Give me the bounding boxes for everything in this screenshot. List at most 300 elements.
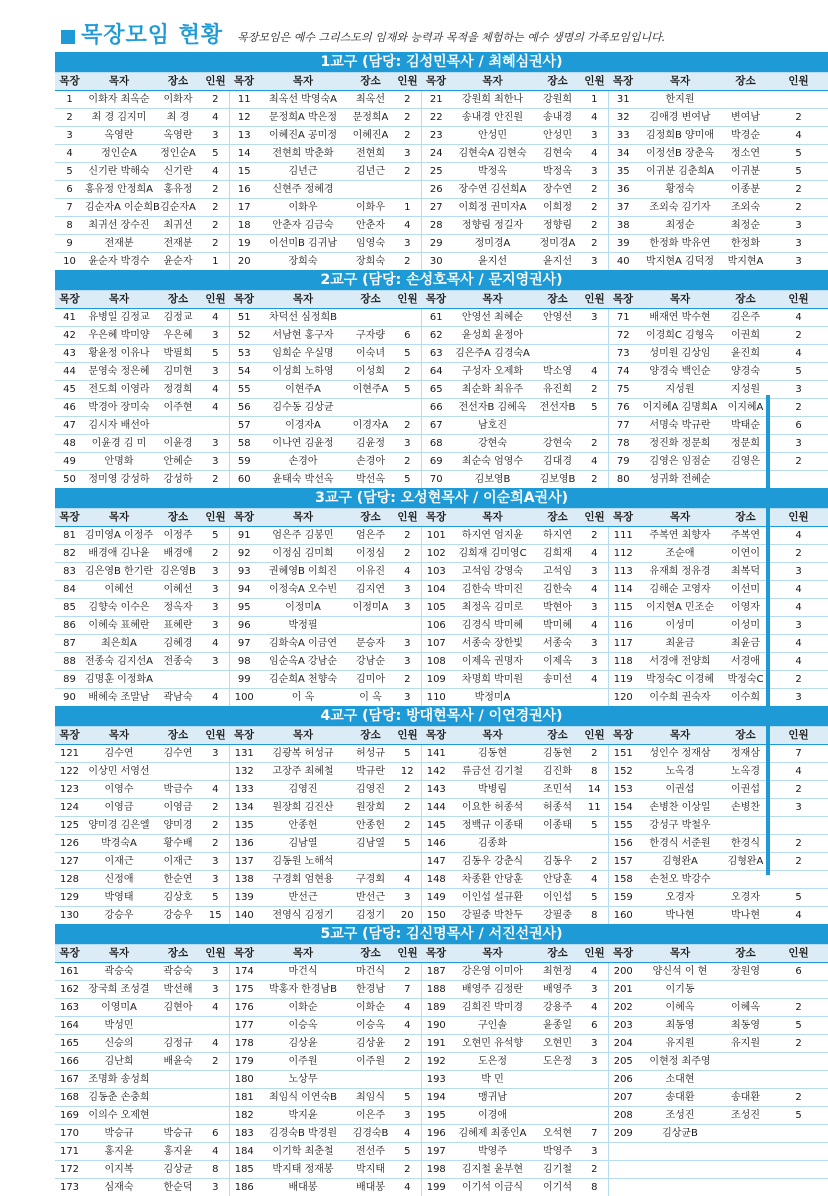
group-number: 25 xyxy=(421,163,451,181)
meeting-place: 김보영B xyxy=(534,471,581,489)
group-number: 169 xyxy=(55,1107,84,1125)
meeting-place: 이혜옥 xyxy=(722,999,769,1017)
member-count: 4 xyxy=(581,581,608,599)
leader-name: 이정선B 장춘옥 xyxy=(638,145,722,163)
member-count: 3 xyxy=(581,635,608,653)
group-number: 10 xyxy=(55,253,84,271)
meeting-place xyxy=(722,981,769,999)
member-count: 4 xyxy=(581,145,608,163)
member-count: 6 xyxy=(394,327,421,345)
leader-name: 전현희 박춘화 xyxy=(259,145,347,163)
meeting-place: 김영은 xyxy=(722,453,769,471)
column-header: 목장 xyxy=(55,945,84,963)
meeting-place: 반선근 xyxy=(347,889,394,907)
district-title: 4교구 (담당: 방대현목사 / 이연경권사) xyxy=(55,706,828,727)
column-header: 목장 xyxy=(55,291,84,309)
member-count: 3 xyxy=(394,689,421,707)
leader-name: 유병일 김정교 xyxy=(84,309,154,327)
meeting-place: 김상호 xyxy=(154,889,202,907)
meeting-place: 한경남 xyxy=(347,981,394,999)
meeting-place: 이 옥 xyxy=(347,689,394,707)
leader-name: 최순숙 엄영수 xyxy=(451,453,534,471)
leader-name: 이인섭 설규환 xyxy=(451,889,534,907)
group-number: 88 xyxy=(55,653,84,671)
leader-name: 최옥선 박영숙A xyxy=(259,91,347,109)
leader-name: 김남열 xyxy=(259,835,347,853)
leader-name: 박병림 xyxy=(451,781,534,799)
member-count: 2 xyxy=(202,1053,229,1071)
member-count: 5 xyxy=(769,145,828,163)
group-number: 191 xyxy=(421,1035,451,1053)
group-number: 71 xyxy=(608,309,638,327)
group-number: 132 xyxy=(229,763,259,781)
column-header: 인원 xyxy=(769,73,828,91)
member-count: 3 xyxy=(581,127,608,145)
member-count: 4 xyxy=(581,617,608,635)
leader-name: 노옥경 xyxy=(638,763,722,781)
group-number: 65 xyxy=(421,381,451,399)
member-count: 3 xyxy=(202,363,229,381)
leader-name: 박정필 xyxy=(259,617,347,635)
leader-name: 김희진 박미경 xyxy=(451,999,534,1017)
meeting-place: 홍유정 xyxy=(154,181,202,199)
group-number: 24 xyxy=(421,145,451,163)
member-count: 3 xyxy=(769,217,828,235)
member-count: 5 xyxy=(394,1089,421,1107)
leader-name: 박정옥 xyxy=(451,163,534,181)
group-number: 29 xyxy=(421,235,451,253)
leader-name: 최정순 xyxy=(638,217,722,235)
group-number: 129 xyxy=(55,889,84,907)
column-header: 장소 xyxy=(154,509,202,527)
leader-name: 황정숙 xyxy=(638,181,722,199)
meeting-place: 전종숙 xyxy=(154,653,202,671)
group-number: 84 xyxy=(55,581,84,599)
member-count: 4 xyxy=(769,309,828,327)
leader-name: 김현숙A 김현숙 xyxy=(451,145,534,163)
column-header-row xyxy=(55,73,828,91)
group-number: 6 xyxy=(55,181,84,199)
table-row xyxy=(55,871,828,889)
meeting-place: 이승옥 xyxy=(347,1017,394,1035)
table-row xyxy=(55,1017,828,1035)
meeting-place xyxy=(722,1143,769,1161)
meeting-place xyxy=(722,91,769,109)
meeting-place: 변여남 xyxy=(722,109,769,127)
table-row xyxy=(55,363,828,381)
leader-name: 김미영A 이정주 xyxy=(84,527,154,545)
leader-name: 신정애 xyxy=(84,871,154,889)
leader-name: 이영금 xyxy=(84,799,154,817)
column-header: 목장 xyxy=(608,73,638,91)
group-number: 156 xyxy=(608,835,638,853)
meeting-place: 강남순 xyxy=(347,653,394,671)
leader-name: 전선자B 김혜옥 xyxy=(451,399,534,417)
group-number: 55 xyxy=(229,381,259,399)
leader-name: 김희재 김미영C xyxy=(451,545,534,563)
leader-name: 이 옥 xyxy=(259,689,347,707)
district-title: 3교구 (담당: 오성현목사 / 이순희A권사) xyxy=(55,488,828,509)
table-row xyxy=(55,345,828,363)
group-number: 32 xyxy=(608,109,638,127)
column-header: 목자 xyxy=(451,727,534,745)
group-number: 198 xyxy=(421,1161,451,1179)
group-number: 195 xyxy=(421,1107,451,1125)
leader-name: 배경애 김나윤 xyxy=(84,545,154,563)
leader-name: 김상윤 xyxy=(259,1035,347,1053)
table-row xyxy=(55,1089,828,1107)
member-count: 2 xyxy=(394,527,421,545)
meeting-place: 전선자B xyxy=(534,399,581,417)
member-count: 3 xyxy=(202,563,229,581)
member-count: 2 xyxy=(769,545,828,563)
group-number: 183 xyxy=(229,1125,259,1143)
table-row xyxy=(55,471,828,489)
table-row xyxy=(55,453,828,471)
leader-name: 이권섭 xyxy=(638,781,722,799)
member-count xyxy=(769,1053,828,1071)
group-number: 193 xyxy=(421,1071,451,1089)
group-number: 50 xyxy=(55,471,84,489)
table-row xyxy=(55,635,828,653)
leader-name: 성미원 김상임 xyxy=(638,345,722,363)
meeting-place: 김은영B xyxy=(154,563,202,581)
column-header: 장소 xyxy=(347,291,394,309)
column-header: 목자 xyxy=(451,509,534,527)
district-title: 5교구 (담당: 김신명목사 / 서진선권사) xyxy=(55,924,828,945)
member-count: 4 xyxy=(394,1179,421,1196)
table-row xyxy=(55,217,828,235)
member-count xyxy=(394,181,421,199)
member-count xyxy=(769,1143,828,1161)
group-number: 90 xyxy=(55,689,84,707)
group-number: 162 xyxy=(55,981,84,999)
table-row xyxy=(55,907,828,925)
member-count: 14 xyxy=(581,781,608,799)
column-header: 인원 xyxy=(769,945,828,963)
leader-name: 김애경 변여남 xyxy=(638,109,722,127)
leader-name: 권혜영B 이희진 xyxy=(259,563,347,581)
member-count: 1 xyxy=(394,199,421,217)
meeting-place: 이재근 xyxy=(154,853,202,871)
member-count: 3 xyxy=(769,435,828,453)
leader-name: 이현주A xyxy=(259,381,347,399)
member-count: 4 xyxy=(769,907,828,925)
group-number: 104 xyxy=(421,581,451,599)
column-header: 목장 xyxy=(229,945,259,963)
group-number: 94 xyxy=(229,581,259,599)
group-number: 82 xyxy=(55,545,84,563)
leader-name: 이성희 노하영 xyxy=(259,363,347,381)
leader-name: 정미경A xyxy=(451,235,534,253)
column-header: 목자 xyxy=(638,509,722,527)
leader-name: 임순옥A 강남순 xyxy=(259,653,347,671)
leader-name: 이요한 허종석 xyxy=(451,799,534,817)
member-count: 2 xyxy=(581,435,608,453)
group-number: 103 xyxy=(421,563,451,581)
meeting-place: 이정미A xyxy=(347,599,394,617)
member-count xyxy=(581,1107,608,1125)
meeting-place: 송내경 xyxy=(534,109,581,127)
group-number: 174 xyxy=(229,963,259,981)
leader-name: 강은영 이미아 xyxy=(451,963,534,981)
meeting-place: 허종석 xyxy=(534,799,581,817)
group-number: 168 xyxy=(55,1089,84,1107)
member-count: 2 xyxy=(202,217,229,235)
member-count: 4 xyxy=(202,999,229,1017)
leader-name: 박승규 xyxy=(84,1125,154,1143)
group-number: 176 xyxy=(229,999,259,1017)
leader-name: 김광복 허성규 xyxy=(259,745,347,763)
leader-name: 주복연 최향자 xyxy=(638,527,722,545)
member-count: 2 xyxy=(581,217,608,235)
meeting-place: 박지현A xyxy=(722,253,769,271)
meeting-place: 김기철 xyxy=(534,1161,581,1179)
group-number: 146 xyxy=(421,835,451,853)
member-count xyxy=(581,1089,608,1107)
meeting-place: 오석현 xyxy=(534,1125,581,1143)
meeting-place xyxy=(722,817,769,835)
meeting-place: 이희정 xyxy=(534,199,581,217)
meeting-place: 김한숙 xyxy=(534,581,581,599)
leader-name: 조성진 xyxy=(638,1107,722,1125)
member-count: 2 xyxy=(769,199,828,217)
meeting-place: 김영진 xyxy=(347,781,394,799)
leader-name: 차종환 안당훈 xyxy=(451,871,534,889)
group-number: 13 xyxy=(229,127,259,145)
column-header: 장소 xyxy=(534,945,581,963)
group-number: 133 xyxy=(229,781,259,799)
meeting-place: 안혜순 xyxy=(154,453,202,471)
leader-name: 한지원 xyxy=(638,91,722,109)
group-number: 20 xyxy=(229,253,259,271)
group-number: 49 xyxy=(55,453,84,471)
member-count: 2 xyxy=(394,453,421,471)
group-number: 205 xyxy=(608,1053,638,1071)
group-number: 135 xyxy=(229,817,259,835)
group-number: 143 xyxy=(421,781,451,799)
group-number: 171 xyxy=(55,1143,84,1161)
group-number: 69 xyxy=(421,453,451,471)
group-number: 158 xyxy=(608,871,638,889)
meeting-place: 김동현 xyxy=(534,745,581,763)
group-number: 159 xyxy=(608,889,638,907)
column-header: 목장 xyxy=(421,727,451,745)
member-count xyxy=(202,763,229,781)
column-header: 인원 xyxy=(394,509,421,527)
meeting-place: 최정순 xyxy=(722,217,769,235)
member-count: 1 xyxy=(202,253,229,271)
leader-name: 고석임 강영숙 xyxy=(451,563,534,581)
member-count xyxy=(769,981,828,999)
meeting-place: 박지태 xyxy=(347,1161,394,1179)
meeting-place: 이현주A xyxy=(347,381,394,399)
meeting-place: 최복덕 xyxy=(722,563,769,581)
district-banner xyxy=(55,706,828,727)
column-header: 인원 xyxy=(581,945,608,963)
group-number: 101 xyxy=(421,527,451,545)
leader-name: 박지현A 김덕정 xyxy=(638,253,722,271)
member-count xyxy=(394,399,421,417)
member-count xyxy=(581,689,608,707)
meeting-place: 마건식 xyxy=(347,963,394,981)
group-number: 62 xyxy=(421,327,451,345)
member-count: 4 xyxy=(394,999,421,1017)
member-count: 4 xyxy=(581,963,608,981)
member-count: 2 xyxy=(769,399,828,417)
member-count: 3 xyxy=(581,1053,608,1071)
leader-name: 한경식 서준원 xyxy=(638,835,722,853)
meeting-place: 노옥경 xyxy=(722,763,769,781)
group-number: 204 xyxy=(608,1035,638,1053)
member-count: 4 xyxy=(769,527,828,545)
meeting-place: 한순덕 xyxy=(154,1179,202,1196)
leader-name: 김난희 xyxy=(84,1053,154,1071)
leader-name: 홍유정 안정희A xyxy=(84,181,154,199)
group-number: 31 xyxy=(608,91,638,109)
leader-name: 박영태 xyxy=(84,889,154,907)
leader-name: 김은영B 한기란 xyxy=(84,563,154,581)
leader-name: 차덕선 심정희B xyxy=(259,309,347,327)
meeting-place: 정재삼 xyxy=(722,745,769,763)
leader-name: 박 민 xyxy=(451,1071,534,1089)
member-count: 5 xyxy=(202,527,229,545)
leader-name xyxy=(638,1179,722,1196)
group-number: 203 xyxy=(608,1017,638,1035)
group-number xyxy=(608,1161,638,1179)
meeting-place: 박나현 xyxy=(722,907,769,925)
leader-name: 김수동 김상균 xyxy=(259,399,347,417)
meeting-place xyxy=(534,689,581,707)
leader-name: 장희숙 xyxy=(259,253,347,271)
member-count: 5 xyxy=(394,745,421,763)
group-number: 17 xyxy=(229,199,259,217)
group-number: 114 xyxy=(608,581,638,599)
member-count: 5 xyxy=(581,889,608,907)
group-number: 60 xyxy=(229,471,259,489)
group-number: 45 xyxy=(55,381,84,399)
meeting-place: 전선주 xyxy=(347,1143,394,1161)
group-number: 95 xyxy=(229,599,259,617)
group-number: 136 xyxy=(229,835,259,853)
member-count: 2 xyxy=(394,671,421,689)
meeting-place: 최임식 xyxy=(347,1089,394,1107)
column-header: 목자 xyxy=(259,291,347,309)
member-count: 3 xyxy=(581,981,608,999)
member-count: 3 xyxy=(581,563,608,581)
meeting-place: 오현민 xyxy=(534,1035,581,1053)
group-number: 78 xyxy=(608,435,638,453)
meeting-place: 표혜란 xyxy=(154,617,202,635)
member-count: 3 xyxy=(581,599,608,617)
leader-name: 김동춘 손충희 xyxy=(84,1089,154,1107)
meeting-place: 곽승숙 xyxy=(154,963,202,981)
column-header: 장소 xyxy=(534,73,581,91)
column-header: 목자 xyxy=(259,727,347,745)
leader-name: 김은주A 김경숙A xyxy=(451,345,534,363)
leader-name: 오현민 유석향 xyxy=(451,1035,534,1053)
member-count xyxy=(769,471,828,489)
column-header: 목장 xyxy=(229,291,259,309)
meeting-place: 최윤금 xyxy=(722,635,769,653)
leader-name: 구성자 오제화 xyxy=(451,363,534,381)
member-count: 3 xyxy=(394,581,421,599)
meeting-place: 최귀선 xyxy=(154,217,202,235)
leader-name: 이화자 최옥순 xyxy=(84,91,154,109)
meeting-place: 김상균 xyxy=(154,1161,202,1179)
member-count: 4 xyxy=(202,781,229,799)
meeting-place: 안영선 xyxy=(534,309,581,327)
group-number: 186 xyxy=(229,1179,259,1196)
leader-name: 심재숙 xyxy=(84,1179,154,1196)
meeting-place: 안당훈 xyxy=(534,871,581,889)
group-number: 15 xyxy=(229,163,259,181)
column-header: 목장 xyxy=(55,727,84,745)
leader-name: 이영수 xyxy=(84,781,154,799)
group-number: 149 xyxy=(421,889,451,907)
meeting-place: 이영자 xyxy=(722,599,769,617)
leader-name: 최동영 xyxy=(638,1017,722,1035)
column-header: 장소 xyxy=(154,291,202,309)
group-number: 153 xyxy=(608,781,638,799)
leader-name: 장수연 김선희A xyxy=(451,181,534,199)
leader-name: 마건식 xyxy=(259,963,347,981)
leader-name: 홍지윤 xyxy=(84,1143,154,1161)
meeting-place: 박소영 xyxy=(534,363,581,381)
page-header xyxy=(55,20,748,50)
column-header: 목장 xyxy=(55,73,84,91)
leader-name: 최정옥 김미로 xyxy=(451,599,534,617)
group-number: 179 xyxy=(229,1053,259,1071)
group-number: 128 xyxy=(55,871,84,889)
member-count: 11 xyxy=(581,799,608,817)
member-count: 4 xyxy=(202,399,229,417)
leader-name: 전종숙 김지선A xyxy=(84,653,154,671)
leader-name: 이선미B 김귀남 xyxy=(259,235,347,253)
leader-name: 배재연 박수현 xyxy=(638,309,722,327)
member-count xyxy=(202,1017,229,1035)
column-header: 인원 xyxy=(769,509,828,527)
group-number: 131 xyxy=(229,745,259,763)
column-header: 인원 xyxy=(581,291,608,309)
member-count xyxy=(769,1071,828,1089)
meeting-place xyxy=(534,417,581,435)
group-number: 177 xyxy=(229,1017,259,1035)
leader-name: 송내경 안진원 xyxy=(451,109,534,127)
meeting-place: 이경자A xyxy=(347,417,394,435)
table-row xyxy=(55,599,828,617)
group-number: 188 xyxy=(421,981,451,999)
leader-name: 김순자A 이순희B xyxy=(84,199,154,217)
group-number: 64 xyxy=(421,363,451,381)
meeting-place: 강용주 xyxy=(534,999,581,1017)
group-number: 3 xyxy=(55,127,84,145)
table-row xyxy=(55,109,828,127)
meeting-place: 고석임 xyxy=(534,563,581,581)
group-number: 155 xyxy=(608,817,638,835)
member-count xyxy=(581,835,608,853)
group-number: 127 xyxy=(55,853,84,871)
column-header-row xyxy=(55,727,828,745)
member-count: 3 xyxy=(202,871,229,889)
column-header-row xyxy=(55,509,828,527)
member-count: 4 xyxy=(202,163,229,181)
group-number: 93 xyxy=(229,563,259,581)
group-number xyxy=(608,1179,638,1196)
column-header: 장소 xyxy=(347,73,394,91)
column-header: 장소 xyxy=(154,727,202,745)
member-count: 3 xyxy=(581,163,608,181)
